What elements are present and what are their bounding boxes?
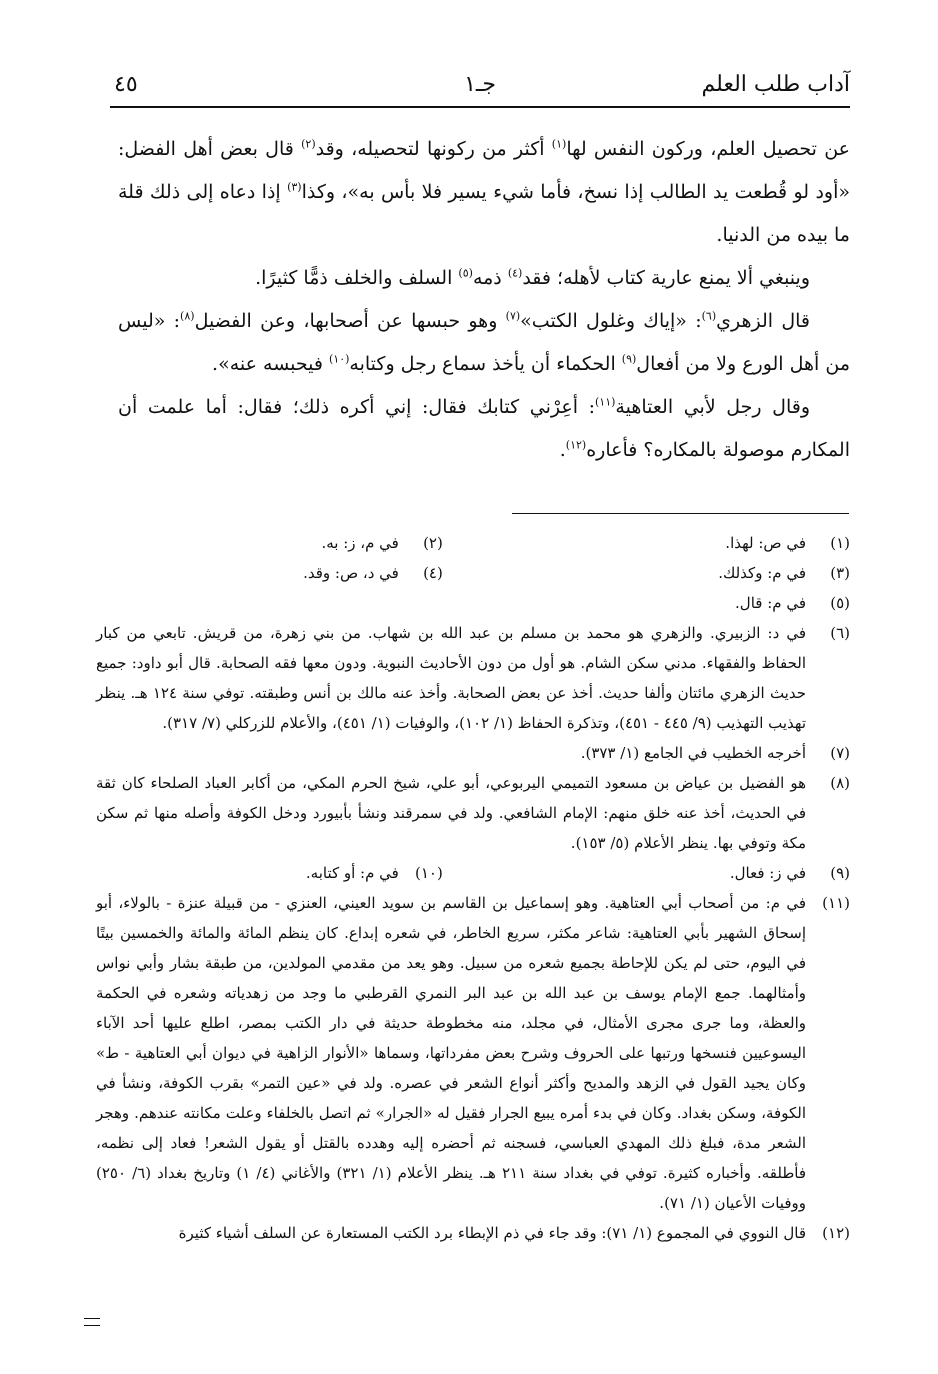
main-text — [118, 128, 850, 472]
footnote-ref: (٤) — [507, 266, 523, 280]
header-title: آداب طلب العلم — [701, 72, 850, 97]
footnote-row: (٩) في ز: فعال. (١٠) في م: أو كتابه. — [305, 864, 850, 882]
paragraph-4: وقال رجل لأبي العتاهية$^{(١١)}$: أعِرْني كتابك فقال: إني أكره ذلك؛ فقال: أما علمت أن المكارم موصولة بالمكاره؟ فأعاره$^{(١٢)}$. — [118, 395, 850, 461]
continuation-mark — [84, 1318, 100, 1326]
footnote-ref: (٨) — [180, 309, 195, 323]
footnote-12: (١٢) قال النووي في المجموع (١/ ٧١): وقد جاء في ذم الإبطاء برد الكتب المستعارة عن السلف أشياء كثيرة — [178, 1224, 850, 1242]
paragraph-1: عن تحصيل العلم، وركون النفس لها$^{(١)}$ أكثر من ركونها لتحصيله، وقد$^{(٢)}$ قال بعض أهل الفضل: «أود لو قُطعت يد الطالب إذا نسخ، فأما شيء يسير فلا بأس به»، وكذا$^{(٣)}$ إذا دعاه إلى ذلك قلة ما بيده من الدنيا. — [118, 137, 850, 246]
footnote-ref: (٣) — [287, 180, 302, 194]
footnote-11: (١١) في م: من أصحاب أبي العتاهية. وهو إسماعيل بن القاسم بن سويد العيني، العنزي - من قبيلة عنزة - بالولاء، أبو إسحاق الشهير بأبي العتاهية: شاعر مكثر، سريع الخاطر، في شعره إبداع. كان ينظم المائة والمائة والخمسين بيتًا في اليوم، حتى لم يكن للإحاطة بجميع شعره من سبيل. وهو يعد من مقدمي المولدين، من طبقة بشار وأبي نواس وأمثالهما. جمع الإمام يوسف بن عبد الله بن عبد البر النمري القرطبي ما وجد من زهدياته وشعره في الحكمة والعظة، وما جرى مجرى الأمثال، في مجلد، منه مخطوطة حديثة في دار الكتب بمصر، اطلع عليها أحد الآباء اليسوعيين فنسخها ورتبها على الحروف وشرح بعض مفرداتها، وسماها «الأنوار الزاهية في ديوان أبي العتاهية - ط» وكان يجيد القول في الزهد والمديح وأكثر أنواع الشعر في عصره. ولد في «عين التمر» بقرب الكوفة، ونشأ في الكوفة، وسكن بغداد. وكان في بدء أمره يبيع الجرار فقيل له «الجرار» ثم اتصل بالخلفاء وعلت مكانته عندهم. وهجر الشعر مدة، فبلغ ذلك المهدي العباسي، فسجنه ثم أحضره إليه وهدده بالقتل أو يقول الشعر! فعاد إلى نظمه، فأطلقه. وأخباره كثيرة. توفي في بغداد سنة ٢١١ هـ. ينظر الأعلام (١/ ٣٢١) والأغاني (٤/ ١) وتاريخ بغداد (٦/ ٢٥٠) ووفيات الأعيان (١/ ٧١). — [96, 894, 850, 1212]
footnote-6: (٦) في د: الزبيري. والزهري هو محمد بن مسلم بن عبد الله بن شهاب. من بني زهرة، من قريش. تابعي من كبار الحفاظ والفقهاء. مدني سكن الشام. هو أول من دون الأحاديث النبوية. ودون معها فقه الصحابة. قال أبو داود: جميع حديث الزهري مائتان وألفا حديث. أخذ عن بعض الصحابة. وأخذ عنه مالك بن أنس وطبقته. توفي سنة ١٢٤ هـ. ينظر تهذيب التهذيب (٩/ ٤٤٥ - ٤٥١)، وتذكرة الحفاظ (١/ ١٠٢)، والوفيات (١/ ٤٥١)، والأعلام للزركلي (٧/ ٣١٧). — [96, 624, 850, 732]
footnote-ref: (٦) — [701, 309, 717, 323]
footnote-7: (٧) أخرجه الخطيب في الجامع (١/ ٣٧٣). — [580, 744, 850, 762]
footnote-5: (٥) في م: قال. — [735, 594, 850, 612]
footnote-8: (٨) هو الفضيل بن عياض بن مسعود التميمي اليربوعي، أبو علي، شيخ الحرم المكي، من أكابر العباد الصلحاء كان ثقة في الحديث، أخذ عنه خلق منهم: الإمام الشافعي. ولد في سمرقند ونشأ بأبيورد ودخل الكوفة وأصله منها ثم سكن مكة وتوفي بها. ينظر الأعلام (٥/ ١٥٣). — [96, 774, 850, 852]
footnote-row: (٣) في م: وكذلك. (٤) في د، ص: وقد. — [303, 564, 850, 582]
footnote-row: (١) في ص: لهذا. (٢) في م، ز: به. — [321, 534, 850, 552]
header-volume: جـ١ — [464, 72, 496, 97]
footnote-separator — [512, 513, 849, 514]
paragraph-3: قال الزهري$^{(٦)}$: «إياك وغلول الكتب»$^{(٧)}$ وهو حبسها عن أصحابها، وعن الفضيل$^{(٨)}$: «ليس من أهل الورع ولا من أفعال$^{(٩)}$ الحكماء أن يأخذ سماع رجل وكتابه$^{(١٠)}$ فيحبسه عنه». — [118, 309, 850, 375]
footnotes — [96, 528, 850, 1248]
footnote-ref: (٧) — [505, 309, 521, 323]
footnote-ref: (٢) — [301, 137, 316, 151]
footnote-ref: (١١) — [595, 395, 616, 409]
paragraph-2: وينبغي ألا يمنع عارية كتاب لأهله؛ فقد$^{(٤)}$ ذمه$^{(٥)}$ السلف والخلف ذمًّا كثيرًا. — [255, 266, 810, 289]
footnote-ref: (٥) — [458, 266, 473, 280]
running-header — [110, 72, 850, 102]
footnote-ref: (٩) — [621, 352, 637, 366]
footnote-ref: (١٢) — [565, 438, 587, 452]
page-number: ٤٥ — [114, 72, 138, 97]
footnote-ref: (١) — [551, 137, 567, 151]
header-rule — [110, 106, 850, 108]
footnote-ref: (١٠) — [329, 352, 350, 366]
